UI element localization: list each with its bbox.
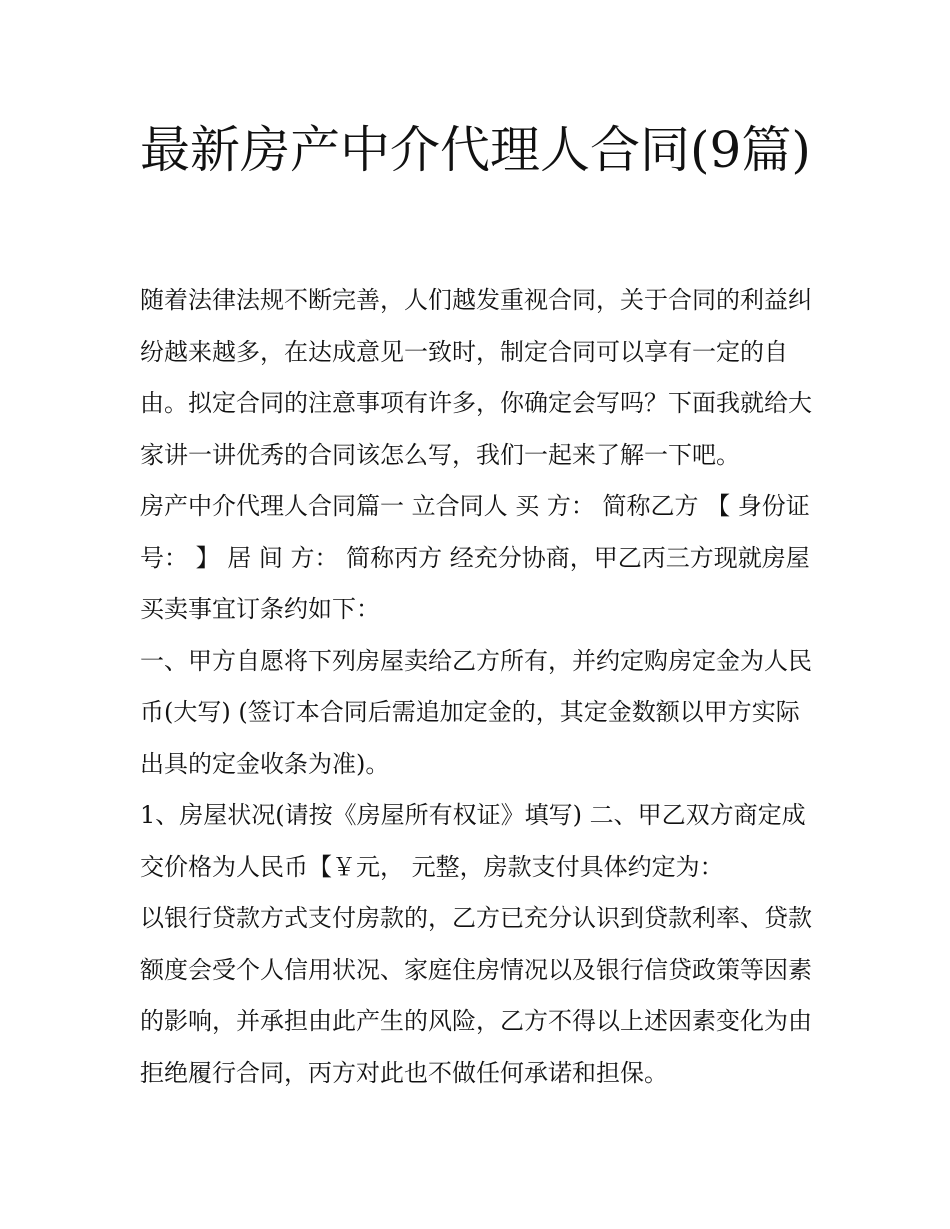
- document-body: [140, 275, 820, 1099]
- paragraph-intro: 随着法律法规不断完善，人们越发重视合同，关于合同的利益纠纷越来越多，在达成意见一致时，制定合同可以享有一定的自由。拟定合同的注意事项有许多，你确定会写吗？下面我就给大家讲一讲优秀的合同该怎么写，我们一起来了解一下吧。: [140, 286, 812, 469]
- paragraph-loan-terms: 以银行贷款方式支付房款的，乙方已充分认识到贷款利率、贷款额度会受个人信用状况、家庭住房情况以及银行信贷政策等因素的影响，并承担由此产生的风险，乙方不得以上述因素变化为由拒绝履行合同，丙方对此也不做任何承诺和担保。: [140, 904, 812, 1087]
- paragraph-parties: 房产中介代理人合同篇一 立合同人 买 方： 简称乙方 【 身份证号： 】 居 间 方： 简称丙方 经充分协商，甲乙丙三方现就房屋买卖事宜订条约如下：: [140, 492, 810, 623]
- paragraph-house-status: 1、房屋状况(请按《房屋所有权证》填写) 二、甲乙双方商定成交价格为人民币【￥元， 元整，房款支付具体约定为：: [140, 801, 806, 881]
- paragraph-clause-1: 一、甲方自愿将下列房屋卖给乙方所有，并约定购房定金为人民币(大写) (签订本合同后需追加定金的，其定金数额以甲方实际出具的定金收条为准)。: [140, 646, 812, 778]
- document-title: 最新房产中介代理人合同(9篇): [140, 121, 811, 179]
